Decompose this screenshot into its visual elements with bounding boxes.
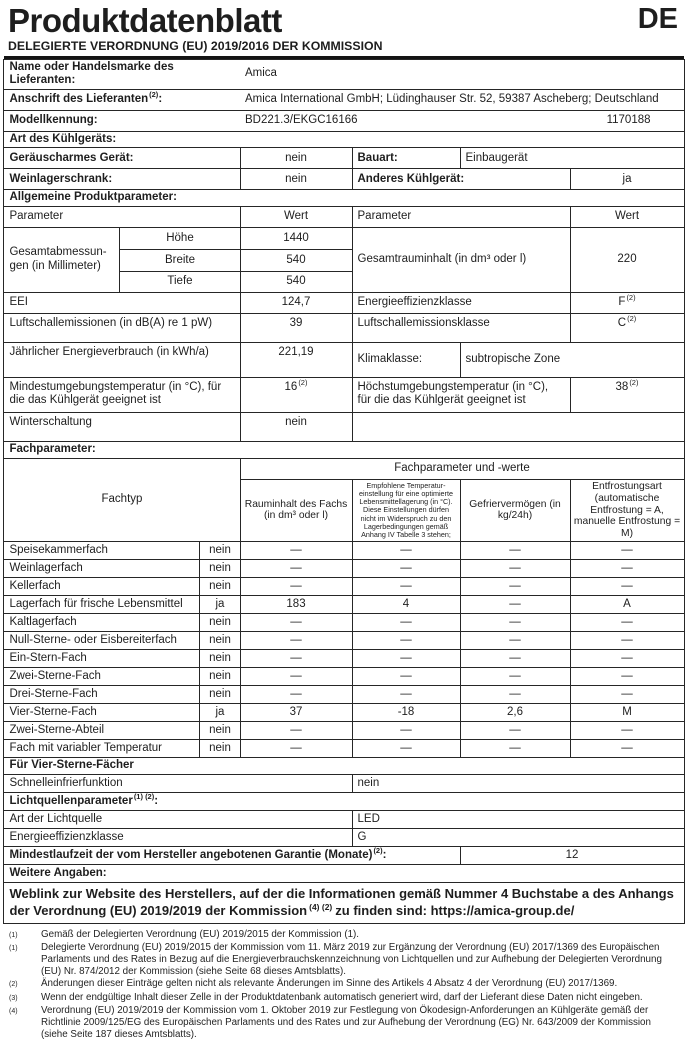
datasheet-table [3,59,684,924]
compartment-capacity: — [460,596,570,614]
compartment-defrost: — [570,632,684,650]
compartment-present: ja [200,596,240,614]
compartments-group-header: Fachparameter und -werte [240,458,684,479]
compartment-volume: — [240,632,352,650]
compartments-group-header-row [4,458,684,479]
compartment-row [4,686,684,704]
supplier-address-value: Amica International GmbH; Lüdinghauser Str. 52, 59387 Ascheberg; Deutschland [240,89,684,110]
compartment-type: Vier-Sterne-Fach [4,704,200,722]
compartment-temp: — [352,668,460,686]
compartment-volume: — [240,614,352,632]
guarantee-label [4,847,460,865]
guarantee-section [4,847,684,865]
model-id-label: Modellkennung: [4,110,240,131]
footnote-marker: (3) [9,994,18,1002]
energy-class-label: Energieeffizienzklasse [352,292,570,313]
wine-storage-row [4,169,684,190]
compartment-volume: — [240,722,352,740]
light-heading-text: Lichtquellenparameter [9,794,133,807]
supplier-name-label: Name oder Handelsmarke des Lieferanten: [4,59,240,89]
compartment-temp: — [352,650,460,668]
param-col-header-right: Parameter [352,206,570,227]
winter-setting-label: Winterschaltung [4,412,240,441]
compartment-capacity: — [460,614,570,632]
compartment-temp: — [352,686,460,704]
footnote-text: Delegierte Verordnung (EU) 2019/2015 der Kommission vom 11. März 2019 zur Ergänzung der Verordnung (EU) 2017/1369 des Europäischen Parlaments und des Rates in Bezug auf die Energieverbrauchskennzeichnung von Lichtquellen und zur Aufhebung der Delegierten Verordnung (EU) Nr. 874/2012 der Kommission (siehe Seite 68 dieses Amtsblatts). [41,942,662,977]
compartment-volume: — [240,542,352,560]
compartment-type: Null-Sterne- oder Eisbereiterfach [4,632,200,650]
footnote [4,978,684,991]
parameter-header-row [4,206,684,227]
compartment-defrost-col-header: Entfrostungsart (automatische Entfrostung = A, manuelle Entfrostung = M) [570,479,684,541]
compartment-row [4,704,684,722]
compartment-type: Kellerfach [4,578,200,596]
supplier-name-row [4,59,684,89]
address-label-text: Anschrift des Lieferanten [9,93,149,105]
four-star-section [4,758,684,793]
compartment-parameters-section [4,441,684,541]
compartment-freeze-col-header: Gefriervermögen (in kg/24h) [460,479,570,541]
compartment-volume: 37 [240,704,352,722]
wine-storage-value: nein [240,169,352,190]
compartment-row [4,542,684,560]
compartment-row [4,560,684,578]
compartment-rows [4,542,684,758]
guarantee-label-colon: : [382,848,387,861]
value-col-header-right: Wert [570,206,684,227]
footnote-text: Änderungen dieser Einträge gelten nicht als relevante Änderungen im Sinne des Artikels 4 Absatz 4 der Verordnung (EU) 2017/1369. [41,978,618,990]
low-noise-label: Geräuscharmes Gerät: [4,148,240,169]
compartment-row [4,596,684,614]
compartment-capacity: 2,6 [460,704,570,722]
compartment-defrost: — [570,668,684,686]
compartment-present: nein [200,560,240,578]
compartment-volume: — [240,578,352,596]
footnote-text: Verordnung (EU) 2019/2019 der Kommission vom 1. Oktober 2019 zur Festlegung von Ökodesign-Anforderungen an Kühlgeräte gemäß der Richtlinie 2009/125/EG des Europäischen Parlaments und des Rates und zur Aufhebung der Verordnung (EG) Nr. 643/2009 der Kommission (siehe Seite 187 dieses Amtsblatts). [41,1005,651,1040]
light-type-label: Art der Lichtquelle [4,811,352,829]
compartment-type: Speisekammerfach [4,542,200,560]
fast-freeze-row [4,775,684,793]
type-section-heading: Art des Kühlgeräts: [4,131,684,148]
min-temp-footnote-ref: (2) [298,378,308,388]
width-label: Breite [120,249,240,271]
compartment-capacity: — [460,722,570,740]
compartment-type: Weinlagerfach [4,560,200,578]
light-heading-colon: : [154,794,159,807]
noise-row [4,313,684,342]
depth-label: Tiefe [120,271,240,292]
annual-energy-row [4,342,684,377]
address-footnote-ref: (2) [149,90,159,100]
compartment-temp: — [352,722,460,740]
compartment-volume: — [240,560,352,578]
height-label: Höhe [120,227,240,249]
compartment-capacity: — [460,650,570,668]
compartment-row [4,614,684,632]
general-section-heading: Allgemeine Produktparameter: [4,190,684,207]
param-col-header-left: Parameter [4,206,240,227]
footnote [4,942,684,977]
width-value: 540 [240,249,352,271]
noise-label: Luftschallemissionen (in dB(A) re 1 pW) [4,313,240,342]
guarantee-value: 12 [460,847,684,865]
compartment-temp: 4 [352,596,460,614]
compartment-volume: — [240,686,352,704]
compartment-type-col-header: Fachtyp [4,458,240,541]
type-section-heading-row [4,131,684,148]
compartment-type: Zwei-Sterne-Fach [4,668,200,686]
winter-setting-row [4,412,684,441]
annual-energy-value: 221,19 [240,342,352,377]
compartment-row [4,722,684,740]
climate-class-label: Klimaklasse: [352,342,460,377]
language-code: DE [637,3,678,35]
footnote [4,992,684,1005]
light-heading-row [4,793,684,811]
compartment-present: nein [200,650,240,668]
max-temp-number: 38 [615,380,629,393]
light-heading-footnote-ref: (1) (2) [133,792,155,801]
light-source-section [4,793,684,847]
document-header [4,2,684,59]
regulation-subtitle: DELEGIERTE VERORDNUNG (EU) 2019/2016 DER KOMMISSION [8,38,383,53]
light-type-row [4,811,684,829]
weblink-url-text: zu finden sind: https://amica-group.de/ [335,902,575,918]
compartment-capacity: — [460,740,570,758]
compartment-capacity: — [460,632,570,650]
noise-class-value [570,313,684,342]
page-title: Produktdatenblatt [8,2,282,39]
depth-value: 540 [240,271,352,292]
other-appliance-label: Anderes Kühlgerät: [352,169,570,190]
energy-class-footnote-ref: (2) [626,293,636,303]
annual-energy-label: Jährlicher Energieverbrauch (in kWh/a) [4,342,240,377]
guarantee-label-text: Mindestlaufzeit der vom Hersteller angebotenen Garantie (Monate) [9,848,373,861]
low-noise-value: nein [240,148,352,169]
min-temp-label: Mindestumgebungstemperatur (in °C), für die das Kühlgerät geeignet ist [4,377,240,412]
supplier-address-row [4,89,684,110]
eei-row [4,292,684,313]
weblink-text: Weblink zur Website des Herstellers, auf der die Informationen gemäß Nummer 4 Buchstabe a des Anhangs der Verordnung (EU) 2019/2019 der Kommission [9,886,674,918]
footnote [4,929,684,942]
low-noise-row [4,148,684,169]
compartment-present: ja [200,704,240,722]
compartment-volume: — [240,650,352,668]
fast-freeze-label: Schnelleinfrierfunktion [4,775,352,793]
eei-value: 124,7 [240,292,352,313]
compartment-volume: — [240,668,352,686]
compartment-capacity: — [460,668,570,686]
noise-class-label: Luftschallemissionsklasse [352,313,570,342]
compartments-heading-row [4,441,684,458]
general-parameters-section [4,190,684,442]
noise-value: 39 [240,313,352,342]
min-temp-value [240,377,352,412]
dimensions-height-row [4,227,684,249]
compartment-present: nein [200,578,240,596]
light-eec-label: Energieeffizienzklasse [4,829,352,847]
additional-heading: Weitere Angaben: [4,865,684,883]
compartment-row [4,668,684,686]
compartment-capacity: — [460,686,570,704]
energy-class-letter: F [618,296,626,309]
compartment-temp: — [352,740,460,758]
empty-cell [352,412,684,441]
model-id-values [240,110,684,131]
compartment-defrost: — [570,650,684,668]
model-id-row [4,110,684,131]
light-eec-value: G [352,829,684,847]
compartment-type: Zwei-Sterne-Abteil [4,722,200,740]
compartment-defrost: — [570,560,684,578]
guarantee-row [4,847,684,865]
supplier-section [4,59,684,131]
supplier-address-label [4,89,240,110]
compartment-volume-col-header: Rauminhalt des Fachs (in dm³ oder l) [240,479,352,541]
compartment-defrost: — [570,578,684,596]
weblink-row [4,883,684,924]
height-value: 1440 [240,227,352,249]
other-appliance-value: ja [570,169,684,190]
compartment-present: nein [200,542,240,560]
max-temp-value [570,377,684,412]
light-heading [4,793,684,811]
footnote [4,1005,684,1040]
additional-info-section [4,865,684,924]
fast-freeze-value: nein [352,775,684,793]
compartment-present: nein [200,614,240,632]
compartment-temp: — [352,560,460,578]
compartment-defrost: — [570,686,684,704]
compartment-volume: — [240,740,352,758]
compartment-present: nein [200,686,240,704]
model-number-value: 1170188 [606,114,651,126]
max-temp-label: Höchstumgebungstemperatur (in °C), für die das Kühlgerät geeignet ist [352,377,570,412]
address-label-colon: : [158,93,163,105]
compartment-temp: — [352,614,460,632]
compartment-defrost: — [570,614,684,632]
ambient-temp-row [4,377,684,412]
winter-setting-value: nein [240,412,352,441]
design-label: Bauart: [352,148,460,169]
footnote-marker: (2) [9,981,18,989]
design-value: Einbaugerät [460,148,684,169]
compartment-defrost: — [570,740,684,758]
supplier-name-value: Amica [240,59,684,89]
compartment-type: Lagerfach für frische Lebensmittel [4,596,200,614]
compartment-present: nein [200,632,240,650]
min-temp-number: 16 [284,380,298,393]
compartment-temp: — [352,632,460,650]
appliance-type-section [4,131,684,190]
four-star-heading-row [4,758,684,775]
compartment-type: Fach mit variabler Temperatur [4,740,200,758]
footnote-text: Wenn der endgültige Inhalt dieser Zelle in der Produktdatenbank automatisch generiert wird, darf der Lieferant diese Daten nicht eingeben. [41,991,643,1003]
energy-class-value [570,292,684,313]
value-col-header-left: Wert [240,206,352,227]
compartment-type: Drei-Sterne-Fach [4,686,200,704]
four-star-heading: Für Vier-Sterne-Fächer [4,758,684,775]
compartment-capacity: — [460,560,570,578]
light-type-value: LED [352,811,684,829]
compartment-row [4,650,684,668]
model-id-value: BD221.3/EKGC16166 [245,114,358,126]
general-section-heading-row [4,190,684,207]
compartment-defrost: — [570,542,684,560]
additional-heading-row [4,865,684,883]
eei-label: EEI [4,292,240,313]
compartment-defrost: A [570,596,684,614]
footnote-marker: (1) [9,931,18,939]
compartment-temp: -18 [352,704,460,722]
dimensions-label: Gesamtabmessungen (in Millimeter) [4,227,120,292]
total-volume-value: 220 [570,227,684,292]
compartment-temp-col-header: Empfohlene Temperatur-einstellung für eine optimierte Lebensmittellagerung (in °C). Diese Einstellungen dürfen nicht im Widerspruch zu den Lagerbedingungen gemäß Anhang IV Tabelle 3 stehen; [352,479,460,541]
weblink-paragraph [4,883,684,924]
footnote-text: Gemäß der Delegierten Verordnung (EU) 2019/2015 der Kommission (1). [41,928,360,940]
footnote-marker: (4) [9,1008,18,1016]
max-temp-footnote-ref: (2) [629,378,639,388]
light-eec-row [4,829,684,847]
footnotes [4,929,684,1040]
compartment-type: Ein-Stern-Fach [4,650,200,668]
climate-class-value: subtropische Zone [460,342,684,377]
compartment-defrost: M [570,704,684,722]
noise-class-footnote-ref: (2) [627,314,637,324]
footnote-marker: (1) [9,945,18,953]
compartment-present: nein [200,668,240,686]
compartment-volume: 183 [240,596,352,614]
compartment-temp: — [352,542,460,560]
weblink-footnote-ref: (4) (2) [309,901,333,912]
wine-storage-label: Weinlagerschrank: [4,169,240,190]
compartment-row [4,632,684,650]
compartment-capacity: — [460,542,570,560]
total-volume-label: Gesamtrauminhalt (in dm³ oder l) [352,227,570,292]
compartment-present: nein [200,722,240,740]
compartment-present: nein [200,740,240,758]
compartment-temp: — [352,578,460,596]
compartment-capacity: — [460,578,570,596]
compartment-defrost: — [570,722,684,740]
guarantee-footnote-ref: (2) [373,846,383,855]
compartment-type: Kaltlagerfach [4,614,200,632]
compartment-row [4,578,684,596]
noise-class-letter: C [617,316,627,329]
compartment-row [4,740,684,758]
compartments-heading: Fachparameter: [4,441,684,458]
